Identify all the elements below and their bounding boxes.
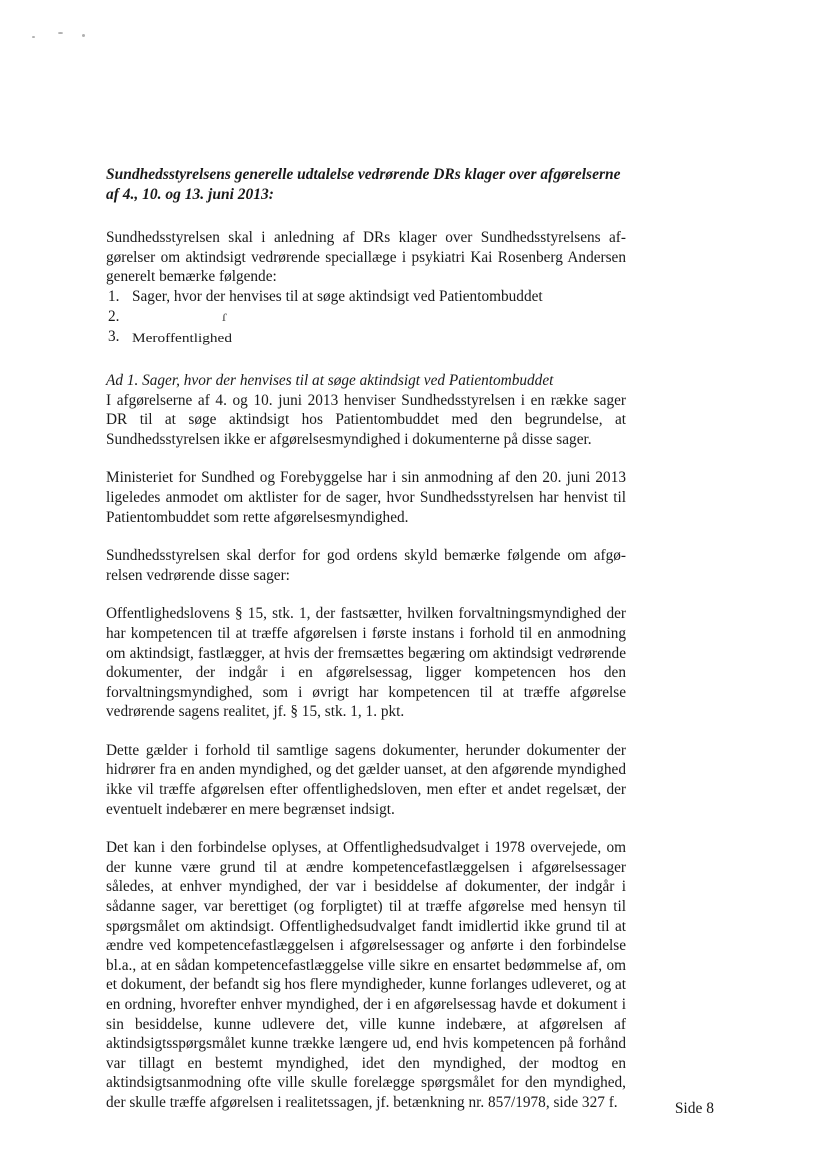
document-heading: Sundhedsstyrelsens generelle udtalelse vedrørende DRs klager over afgørelserne af 4., 10. og 13. juni 2013: bbox=[106, 166, 621, 203]
section-heading: Ad 1. Sager, hvor der henvises til at søge aktindsigt ved Patientombuddet bbox=[106, 371, 554, 389]
paragraph: Offentlighedslovens § 15, stk. 1, der fastsætter, hvilken forvaltningsmyndighed der har kompetencen til at træffe afgørelsen i første instans i forhold til en anmodning om aktindsigt, fastlægger, at hvis der fremsættes begæring om aktindsigt vedrørende dokumenter, der indgår i en afgørelsessag, ligger kompetencen hos den forvaltningsmyndighed, som i øvrigt har kompetencen til at træffe afgørelse vedrørende sagens realitet, jf. § 15, stk. 1, 1. pkt. bbox=[106, 605, 626, 721]
paragraph: Sundhedsstyrelsen skal derfor for god ordens skyld bemærke følgende om afgørelsen vedrørende disse sager: bbox=[106, 547, 626, 584]
section bbox=[106, 371, 626, 449]
list-item-number: 1. bbox=[108, 287, 120, 305]
list-item bbox=[106, 327, 626, 347]
list-item-number: 2. bbox=[108, 307, 120, 325]
numbered-list bbox=[106, 287, 626, 347]
page-number: Side 8 bbox=[674, 1100, 714, 1117]
paragraph: Dette gælder i forhold til samtlige sagens dokumenter, herunder dokumenter der hidrører fra en anden myndighed, og det gælder uanset, at den afgørende myndighed ikke vil træffe afgørelsen efter offentlighedsloven, men efter et andet regelsæt, der eventuelt indebærer en mere begrænset indsigt. bbox=[106, 741, 626, 818]
scan-speck bbox=[58, 32, 63, 34]
list-item-text bbox=[132, 327, 626, 347]
list-item-label: Meroffentlighed bbox=[132, 330, 232, 346]
list-item bbox=[106, 287, 626, 307]
list-item bbox=[106, 307, 626, 327]
list-item-number: 3. bbox=[108, 327, 120, 345]
intro-paragraph: Sundhedsstyrelsen skal i anledning af DRs klager over Sundhedsstyrelsens afgørelser om aktindsigt vedrørende speciallæge i psykiatri Kai Rosenberg Andersen generelt bemærke følgende: bbox=[106, 229, 626, 286]
list-item-text: Sager, hvor der henvises til at søge aktindsigt ved Patientombuddet bbox=[132, 287, 543, 305]
scan-specks bbox=[30, 30, 100, 44]
list-item-text: ɾ bbox=[222, 307, 229, 325]
paragraph: Det kan i den forbindelse oplyses, at Offentlighedsudvalget i 1978 overvejede, om der kunne være grund til at ændre kompetencefastlæggelsen i afgørelsessager således, at enhver myndighed, der var i besiddelse af dokumenter, der indgår i sådanne sager, var berettiget (og forpligtet) til at træffe afgørelse med hensyn til spørgsmålet om aktindsigt. Offentlighedsudvalget fandt imidlertid ikke grund til at ændre ved kompetencefastlæggelsen i afgørelsessager og anførte i den forbindelse bl.a., at en sådan kompetencefastlæggelse ville sikre en ensartet bedømmelse af, om et dokument, der befandt sig hos flere myndigheder, kunne forlanges udleveret, og at en ordning, hvorefter enhver myndighed, der i en afgørelsessag havde et dokument i sin besiddelse, kunne udlevere det, ville kunne indebære, at afgørelsen af aktindsigtsspørgsmålet kunne trække længere ud, end hvis kompetencen på forhånd var tillagt en bestemt myndighed, idet den myndighed, der modtog en aktindsigtsanmodning ofte ville skulle forelægge spørgsmålet for den myndighed, der skulle træffe afgørelsen i realitetssagen, jf. betænkning nr. 857/1978, side 327 f. bbox=[106, 839, 626, 1111]
scan-speck bbox=[32, 36, 35, 38]
scan-speck bbox=[82, 34, 85, 37]
paragraph: I afgørelserne af 4. og 10. juni 2013 henviser Sundhedsstyrelsen i en række sager DR til at søge aktindsigt hos Patientombuddet med den begrundelse, at Sundhedsstyrelsen ikke er afgørelsesmyndighed i dokumenterne på disse sager. bbox=[106, 391, 626, 448]
paragraph: Ministeriet for Sundhed og Forebyggelse har i sin anmodning af den 20. juni 2013 ligeledes anmodet om aktlister for de sager, hvor Sundhedsstyrelsen har henvist til Patientombuddet som rette afgørelsesmyndighed. bbox=[106, 469, 626, 526]
document-body bbox=[106, 165, 626, 1132]
